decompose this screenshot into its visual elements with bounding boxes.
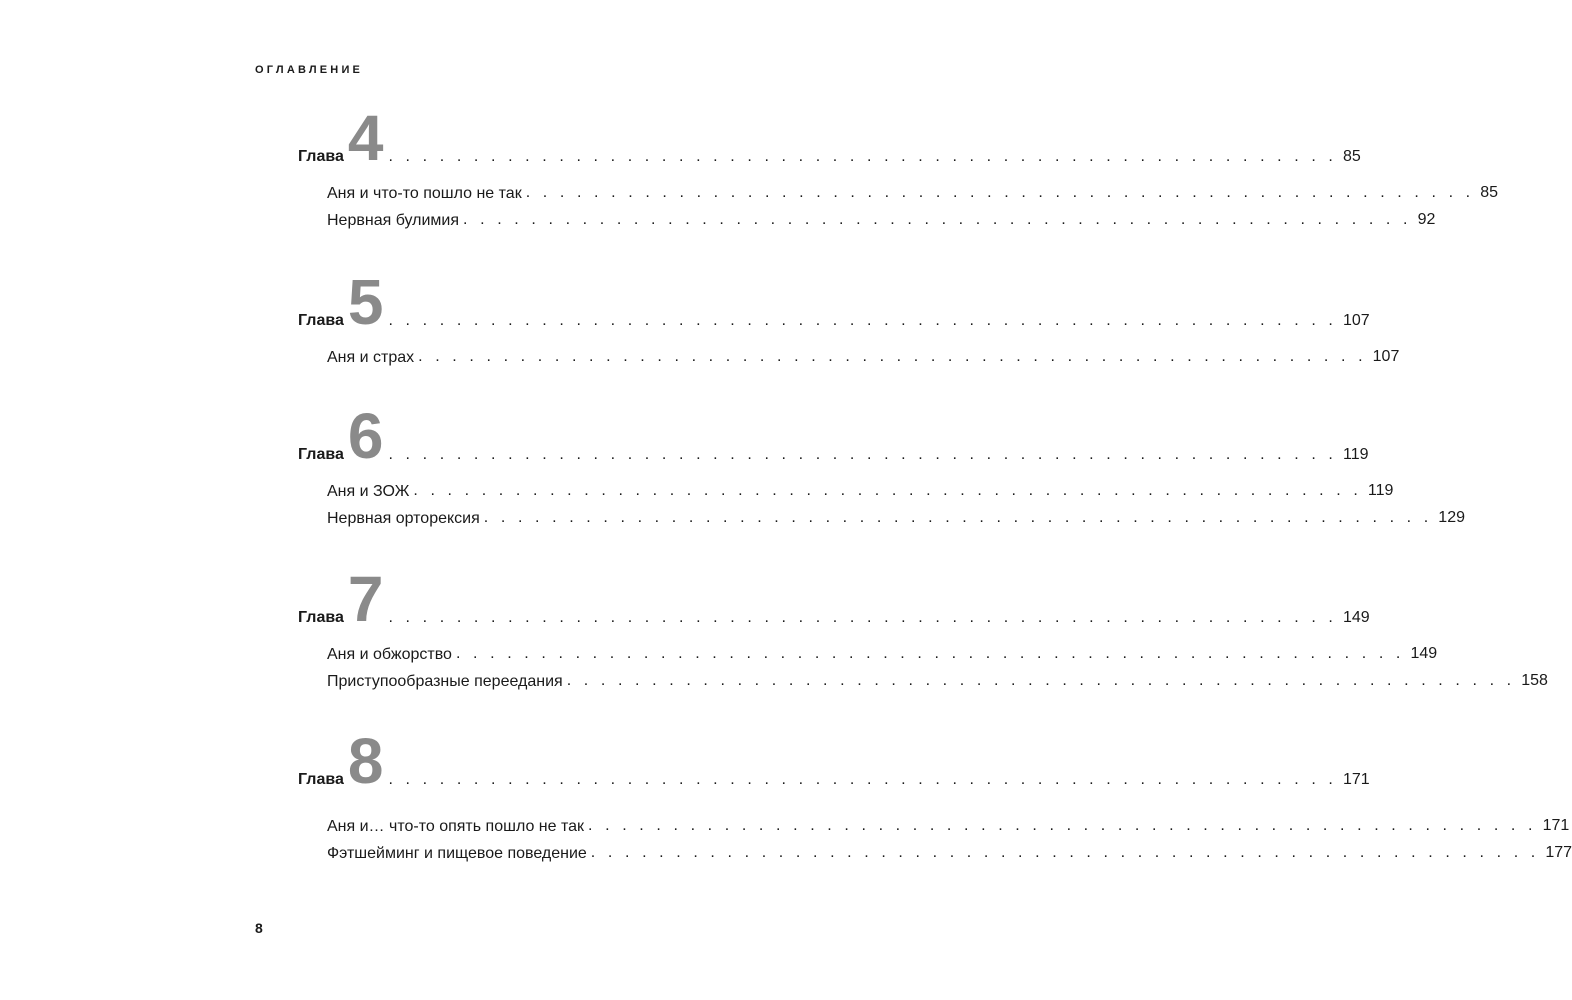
section-list: [298, 474, 1465, 528]
section-list: [298, 809, 1572, 863]
section-title: Аня и… что-то опять пошло не так: [327, 818, 585, 835]
chapter-number: 4: [347, 102, 383, 174]
page-number: 8: [255, 920, 263, 936]
section-title: Фэтшейминг и пищевое поведение: [327, 845, 587, 862]
chapter-number: 6: [347, 400, 383, 472]
chapter-number: 5: [347, 266, 383, 338]
section-page: 119: [1367, 482, 1394, 499]
dot-leader: . . . . . . . . . . . . . . . . . . . . . . . . . . . . . . . . . . . . . . . . . . . . . . . . . . . . . . . .: [413, 482, 1362, 499]
chapter-number: 8: [347, 725, 383, 797]
dot-leader: . . . . . . . . . . . . . . . . . . . . . . . . . . . . . . . . . . . . . . . . . . . . . . . . . . . . . . . .: [418, 348, 1367, 365]
section-title: Приступообразные переедания: [327, 673, 563, 690]
chapter-heading[interactable]: [298, 102, 1361, 174]
section-entry[interactable]: [327, 176, 1499, 203]
dot-leader: . . . . . . . . . . . . . . . . . . . . . . . . . . . . . . . . . . . . . . . . . . . . . . . . . . . . . . . .: [463, 211, 1412, 228]
chapter-label: Глава: [298, 771, 344, 788]
chapter-label: Глава: [298, 312, 344, 329]
dot-leader: . . . . . . . . . . . . . . . . . . . . . . . . . . . . . . . . . . . . . . . . . . . . . . . . . . . . . . . .: [388, 148, 1337, 165]
section-page: 92: [1417, 211, 1436, 228]
page-header: ОГЛАВЛЕНИЕ: [255, 64, 364, 76]
chapter-4: [298, 102, 1499, 230]
dot-leader: . . . . . . . . . . . . . . . . . . . . . . . . . . . . . . . . . . . . . . . . . . . . . . . . . . . . . . . .: [388, 771, 1337, 788]
chapter-page: 85: [1342, 148, 1361, 165]
section-title: Нервная булимия: [327, 212, 460, 229]
section-entry[interactable]: [327, 664, 1548, 691]
section-page: 85: [1480, 184, 1499, 201]
dot-leader: . . . . . . . . . . . . . . . . . . . . . . . . . . . . . . . . . . . . . . . . . . . . . . . . . . . . . . . .: [388, 446, 1337, 463]
section-title: Нервная орторексия: [327, 510, 480, 527]
chapter-8: [298, 725, 1572, 863]
chapter-5: [298, 266, 1400, 367]
section-page: 171: [1542, 817, 1570, 834]
dot-leader: . . . . . . . . . . . . . . . . . . . . . . . . . . . . . . . . . . . . . . . . . . . . . . . . . . . . . . . .: [588, 817, 1537, 834]
section-entry[interactable]: [327, 637, 1438, 664]
chapter-page: 149: [1342, 609, 1370, 626]
chapter-heading[interactable]: [298, 266, 1370, 338]
chapter-heading[interactable]: [298, 400, 1369, 472]
chapter-page: 119: [1342, 446, 1369, 463]
section-page: 129: [1438, 509, 1465, 526]
chapter-page: 171: [1342, 771, 1370, 788]
dot-leader: . . . . . . . . . . . . . . . . . . . . . . . . . . . . . . . . . . . . . . . . . . . . . . . . . . . . . . . .: [566, 672, 1516, 689]
chapter-7: [298, 563, 1548, 691]
section-entry[interactable]: [327, 474, 1394, 501]
chapter-label: Глава: [298, 609, 344, 626]
section-page: 158: [1521, 672, 1548, 689]
dot-leader: . . . . . . . . . . . . . . . . . . . . . . . . . . . . . . . . . . . . . . . . . . . . . . . . . . . . . . . .: [388, 312, 1337, 329]
dot-leader: . . . . . . . . . . . . . . . . . . . . . . . . . . . . . . . . . . . . . . . . . . . . . . . . . . . . . . . .: [525, 184, 1475, 201]
section-page: 149: [1410, 645, 1438, 662]
dot-leader: . . . . . . . . . . . . . . . . . . . . . . . . . . . . . . . . . . . . . . . . . . . . . . . . . . . . . . . .: [590, 844, 1540, 861]
dot-leader: . . . . . . . . . . . . . . . . . . . . . . . . . . . . . . . . . . . . . . . . . . . . . . . . . . . . . . . .: [455, 645, 1405, 662]
dot-leader: . . . . . . . . . . . . . . . . . . . . . . . . . . . . . . . . . . . . . . . . . . . . . . . . . . . . . . . .: [483, 509, 1433, 526]
section-list: [298, 340, 1400, 367]
section-entry[interactable]: [327, 809, 1570, 836]
section-page: 107: [1372, 348, 1400, 365]
chapter-label: Глава: [298, 148, 344, 165]
section-entry[interactable]: [327, 836, 1572, 863]
chapter-heading[interactable]: [298, 725, 1370, 797]
section-entry[interactable]: [327, 203, 1436, 230]
chapter-number: 7: [347, 563, 383, 635]
section-list: [298, 637, 1548, 691]
section-entry[interactable]: [327, 501, 1465, 528]
section-title: Аня и страх: [327, 349, 415, 366]
section-title: Аня и ЗОЖ: [327, 483, 410, 500]
section-list: [298, 176, 1499, 230]
chapter-page: 107: [1342, 312, 1370, 329]
section-title: Аня и обжорство: [327, 646, 452, 663]
chapter-heading[interactable]: [298, 563, 1370, 635]
chapter-label: Глава: [298, 446, 344, 463]
section-page: 177: [1545, 844, 1572, 861]
section-title: Аня и что-то пошло не так: [327, 185, 522, 202]
dot-leader: . . . . . . . . . . . . . . . . . . . . . . . . . . . . . . . . . . . . . . . . . . . . . . . . . . . . . . . .: [388, 609, 1337, 626]
section-entry[interactable]: [327, 340, 1400, 367]
chapter-6: [298, 400, 1465, 528]
